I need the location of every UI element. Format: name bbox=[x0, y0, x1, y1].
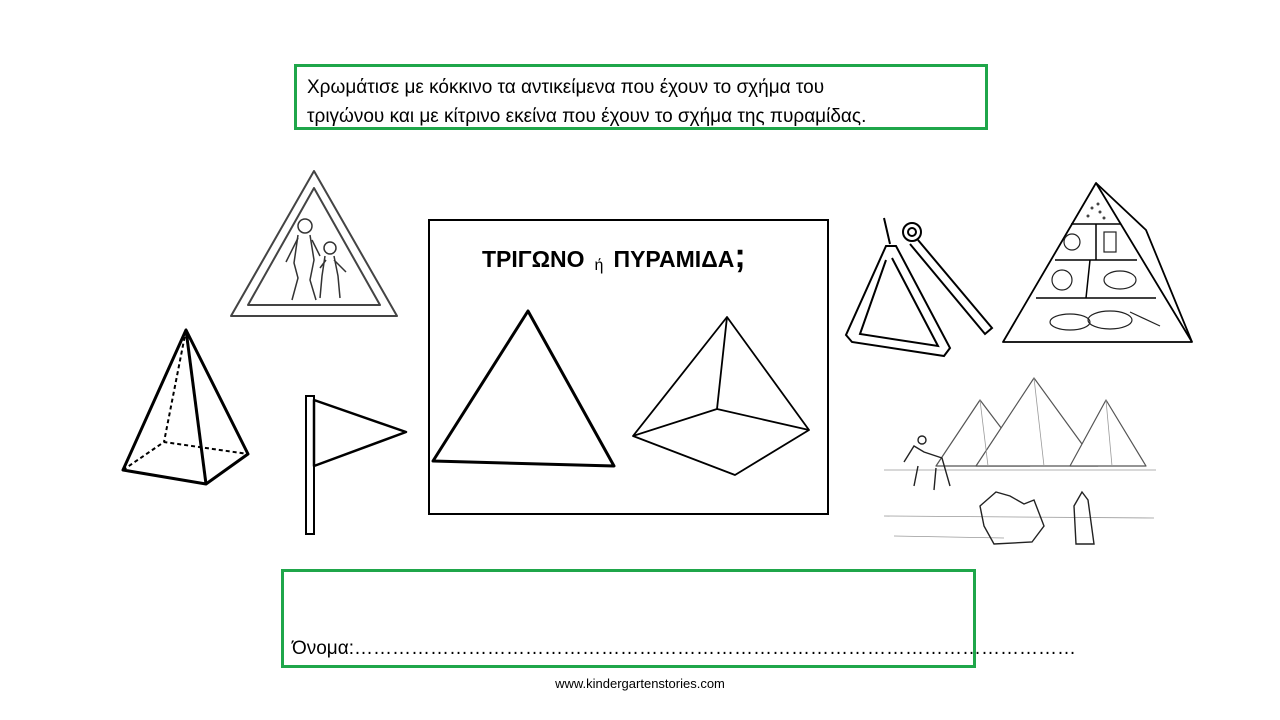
food-pyramid-icon bbox=[1000, 180, 1192, 346]
pyramid-shape-icon bbox=[430, 221, 826, 512]
title-triangle: ΤΡΙΓΩΝΟ bbox=[482, 246, 585, 272]
name-line bbox=[292, 638, 1076, 660]
instruction-box bbox=[294, 64, 988, 130]
flag-icon bbox=[302, 392, 412, 538]
pyramid-solid-icon bbox=[118, 326, 252, 488]
name-label: Όνομα: bbox=[292, 638, 354, 659]
instruction-line-2: τριγώνου και με κίτρινο εκείνα που έχουν το σχήμα της πυραμίδας. bbox=[307, 106, 867, 127]
road-sign-icon bbox=[228, 168, 400, 320]
title-or: ή bbox=[594, 257, 604, 274]
website-footer: www.kindergartenstories.com bbox=[555, 676, 725, 691]
name-input-dots[interactable]: …………………………………………………………………………………………………… bbox=[354, 638, 1076, 659]
center-comparison-box bbox=[428, 219, 829, 515]
egypt-pyramids-icon bbox=[884, 366, 1156, 556]
title-question-mark: ; bbox=[734, 237, 746, 275]
name-field-box bbox=[281, 569, 1076, 668]
musical-triangle-icon bbox=[840, 210, 1000, 360]
title-pyramid: ΠΥΡΑΜΙΔΑ bbox=[613, 246, 735, 272]
instruction-line-1: Χρωμάτισε με κόκκινο τα αντικείμενα που έχουν το σχήμα του bbox=[307, 77, 825, 98]
